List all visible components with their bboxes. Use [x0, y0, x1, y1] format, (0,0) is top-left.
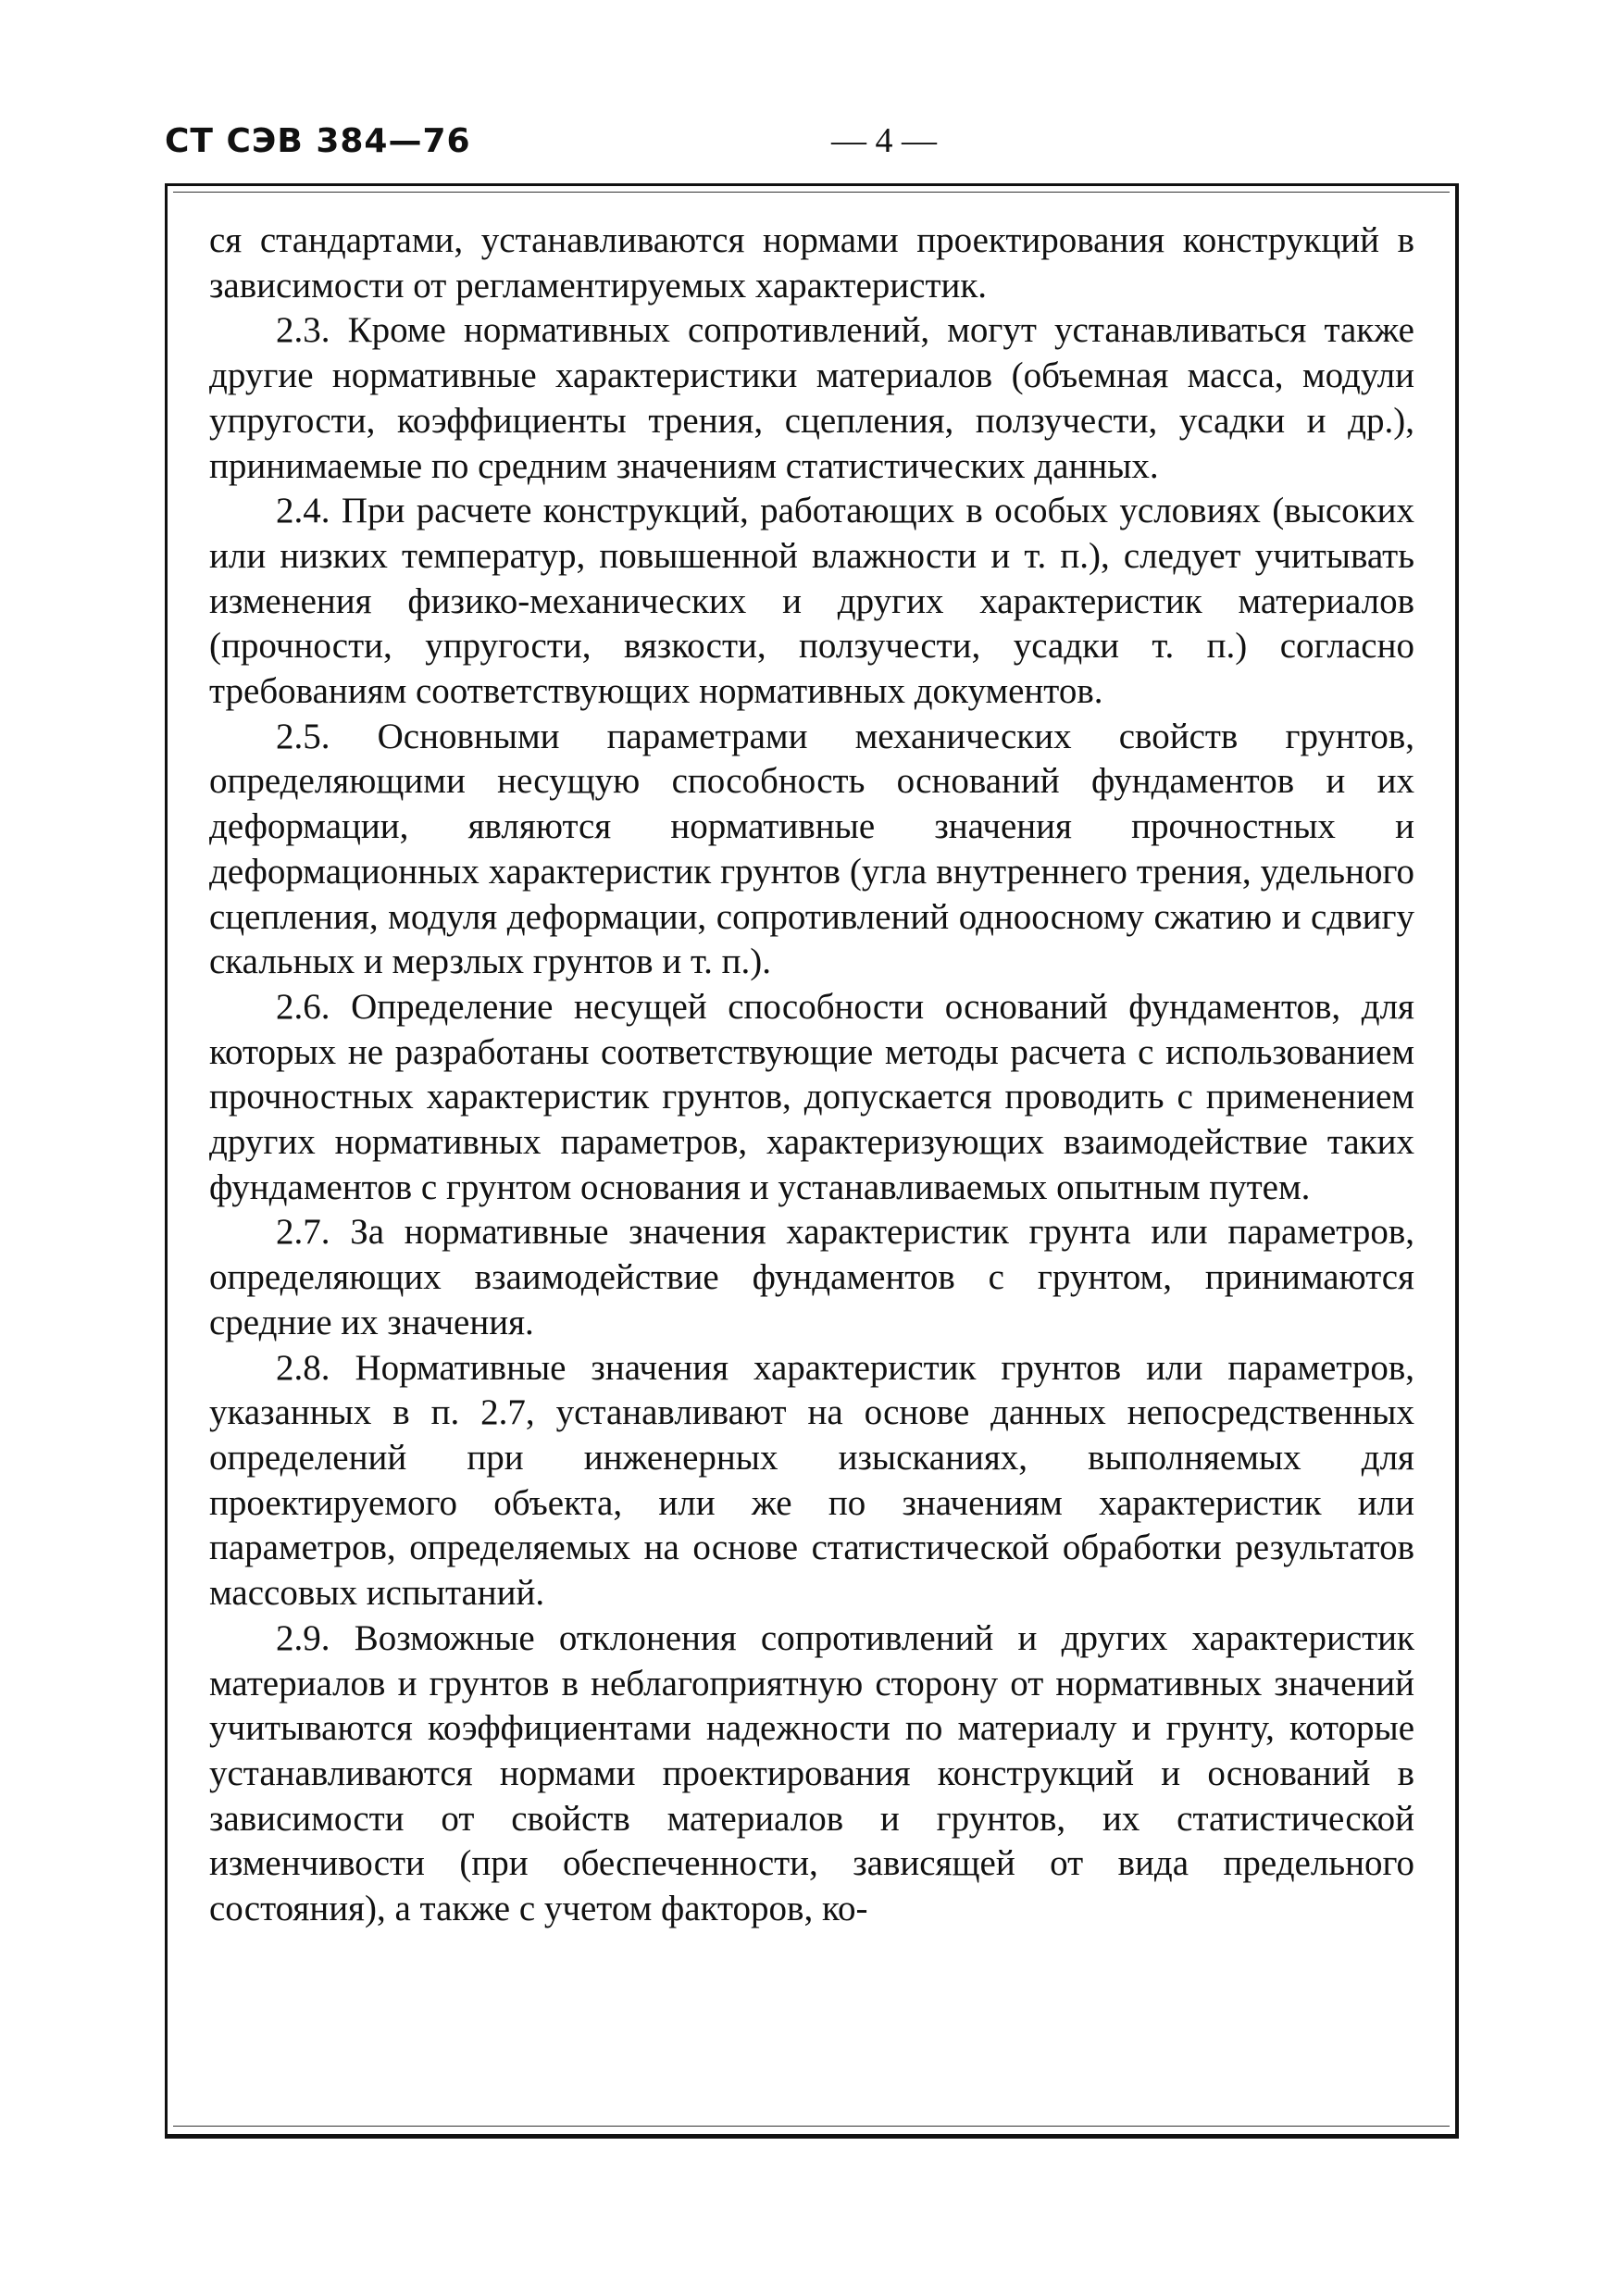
- paragraph-2-6: 2.6. Определение несущей способности оснований фундаментов, для которых не разработаны соответствующие методы расчета с использованием прочностных характеристик грунтов, допускается проводить с применением других нормативных параметров, характеризующих взаимодействие таких фундаментов с грунтом основания и устанавливаемых опытным путем.: [209, 986, 1414, 1207]
- paragraph-continuation: ся стандартами, устанавливаются нормами проектирования конструкций в зависимости от регламентируемых характеристик.: [209, 220, 1414, 306]
- standard-code: СТ СЭВ 384—76: [165, 122, 471, 160]
- page-number: — 4 —: [831, 121, 937, 160]
- paragraph-2-3: 2.3. Кроме нормативных сопротивлений, могут устанавливаться также другие нормативные характеристики материалов (объемная масса, модули упругости, коэффициенты трения, сцепления, ползучести, усадки и др.), принимаемые по средним значениям статистических данных.: [209, 310, 1414, 486]
- page-header: [165, 122, 1461, 178]
- document-body: [209, 218, 1414, 1932]
- paragraph-2-7: 2.7. За нормативные значения характеристик грунта или параметров, определяющих взаимодействие фундаментов с грунтом, принимаются средние их значения.: [209, 1212, 1414, 1342]
- paragraph-2-8: 2.8. Нормативные значения характеристик грунтов или параметров, указанных в п. 2.7, устанавливают на основе данных непосредственных определений при инженерных изысканиях, выполняемых для проектируемого объекта, или же по значениям характеристик или параметров, определяемых на основе статистической обработки результатов массовых испытаний.: [209, 1347, 1414, 1614]
- paragraph-2-9: 2.9. Возможные отклонения сопротивлений и других характеристик материалов и грунтов в неблагоприятную сторону от нормативных значений учитываются коэффициентами надежности по материалу и грунту, которые устанавливаются нормами проектирования конструкций и оснований в зависимости от свойств материалов и грунтов, их статистической изменчивости (при обеспеченности, зависящей от вида предельного состояния), а также с учетом факторов, ко-: [209, 1617, 1414, 1929]
- paragraph-2-5: 2.5. Основными параметрами механических свойств грунтов, определяющими несущую способность оснований фундаментов и их деформации, являются нормативные значения прочностных и деформационных характеристик грунтов (угла внутреннего трения, удельного сцепления, модуля деформации, сопротивлений одноосному сжатию и сдвигу скальных и мерзлых грунтов и т. п.).: [209, 716, 1414, 982]
- paragraph-2-4: 2.4. При расчете конструкций, работающих в особых условиях (высоких или низких температур, повышенной влажности и т. п.), следует учитывать изменения физико-механических и других характеристик материалов (прочности, упругости, вязкости, ползучести, усадки т. п.) согласно требованиям соответствующих нормативных документов.: [209, 491, 1414, 712]
